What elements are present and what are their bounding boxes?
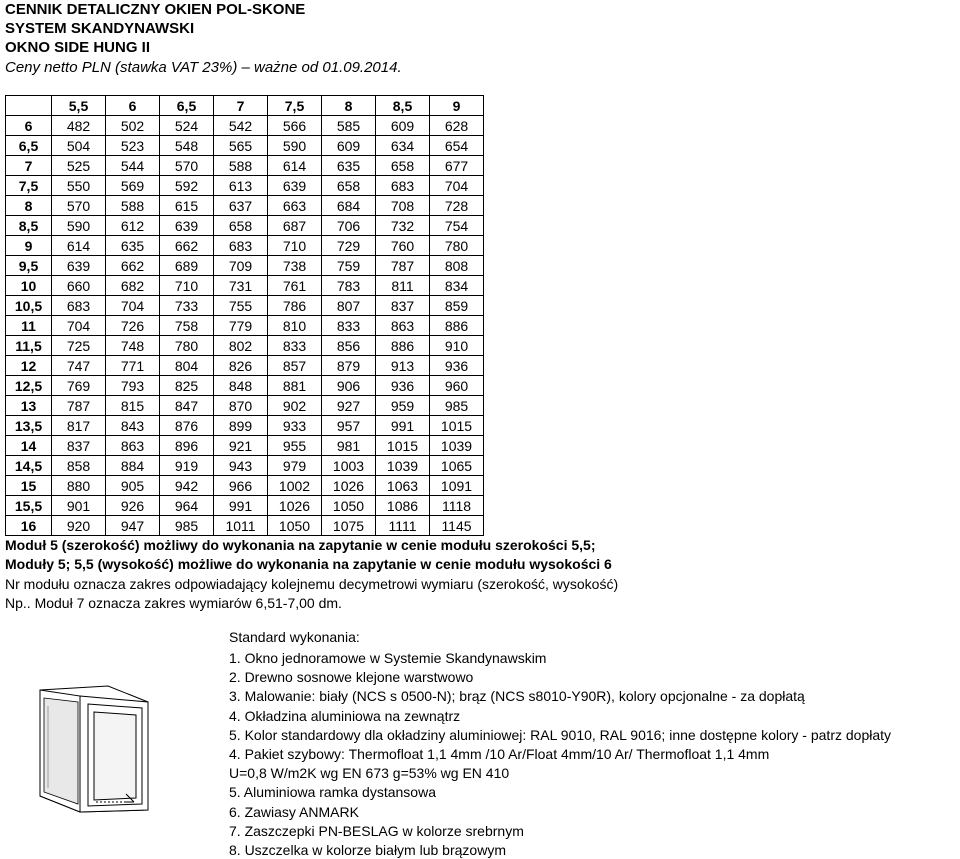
price-cell: 615	[160, 196, 214, 216]
spec-item: 7. Zaszczepki PN-BESLAG w kolorze srebrnym	[229, 823, 524, 839]
price-cell: 926	[106, 496, 160, 516]
price-cell: 710	[160, 276, 214, 296]
note-width-module: Moduł 5 (szerokość) możliwy do wykonania na zapytanie w cenie modułu szerokości 5,5;	[5, 537, 596, 553]
row-header: 14	[6, 436, 52, 456]
price-cell: 663	[268, 196, 322, 216]
price-cell: 504	[52, 136, 106, 156]
price-cell: 523	[106, 136, 160, 156]
price-cell: 524	[160, 116, 214, 136]
column-header: 9	[430, 96, 484, 116]
price-cell: 725	[52, 336, 106, 356]
price-cell: 708	[376, 196, 430, 216]
price-cell: 786	[268, 296, 322, 316]
price-cell: 614	[268, 156, 322, 176]
column-header: 6,5	[160, 96, 214, 116]
price-cell: 613	[214, 176, 268, 196]
table-row	[6, 396, 484, 416]
price-cell: 1118	[430, 496, 484, 516]
price-cell: 859	[430, 296, 484, 316]
row-header: 13	[6, 396, 52, 416]
price-cell: 1039	[376, 456, 430, 476]
table-row	[6, 436, 484, 456]
price-cell: 879	[322, 356, 376, 376]
row-header: 7	[6, 156, 52, 176]
price-cell: 942	[160, 476, 214, 496]
price-cell: 807	[322, 296, 376, 316]
price-cell: 565	[214, 136, 268, 156]
table-row	[6, 296, 484, 316]
column-header: 6	[106, 96, 160, 116]
price-cell: 635	[106, 236, 160, 256]
table-row	[6, 116, 484, 136]
row-header: 10	[6, 276, 52, 296]
price-cell: 921	[214, 436, 268, 456]
table-row	[6, 256, 484, 276]
row-header: 14,5	[6, 456, 52, 476]
price-cell: 876	[160, 416, 214, 436]
spec-item: 6. Zawiasy ANMARK	[229, 804, 359, 820]
price-cell: 758	[160, 316, 214, 336]
price-cell: 677	[430, 156, 484, 176]
price-cell: 1086	[376, 496, 430, 516]
price-cell: 863	[106, 436, 160, 456]
price-cell: 783	[322, 276, 376, 296]
table-row	[6, 196, 484, 216]
price-cell: 590	[52, 216, 106, 236]
price-cell: 755	[214, 296, 268, 316]
price-cell: 1011	[214, 516, 268, 536]
spec-item: U=0,8 W/m2K wg EN 673 g=53% wg EN 410	[229, 765, 510, 781]
price-cell: 991	[214, 496, 268, 516]
price-cell: 759	[322, 256, 376, 276]
table-row	[6, 236, 484, 256]
price-cell: 780	[160, 336, 214, 356]
price-cell: 1015	[430, 416, 484, 436]
price-cell: 959	[376, 396, 430, 416]
price-cell: 985	[430, 396, 484, 416]
price-cell: 704	[430, 176, 484, 196]
note-height-module: Moduły 5; 5,5 (wysokość) możliwe do wykonania na zapytanie w cenie modułu wysokości 6	[5, 556, 612, 572]
spec-title: Standard wykonania:	[229, 629, 360, 645]
spec-item: 5. Kolor standardowy dla okładziny aluminiowej: RAL 9010, RAL 9016; inne dostępne kolory - patrz dopłaty	[229, 727, 892, 743]
price-cell: 637	[214, 196, 268, 216]
price-cell: 687	[268, 216, 322, 236]
table-row	[6, 376, 484, 396]
window-type: OKNO SIDE HUNG II	[5, 39, 151, 56]
price-cell: 590	[268, 136, 322, 156]
price-cell: 1075	[322, 516, 376, 536]
price-cell: 684	[322, 196, 376, 216]
table-row	[6, 136, 484, 156]
table-row	[6, 496, 484, 516]
price-cell: 592	[160, 176, 214, 196]
price-cell: 1050	[322, 496, 376, 516]
spec-item: 4. Pakiet szybowy: Thermofloat 1,1 4mm /10 Ar/Float 4mm/10 Ar/ Thermofloat 1,1 4mm	[229, 746, 770, 762]
note-module-example: Np.. Moduł 7 oznacza zakres wymiarów 6,51-7,00 dm.	[5, 595, 342, 611]
table-row	[6, 476, 484, 496]
price-cell: 639	[160, 216, 214, 236]
price-cell: 726	[106, 316, 160, 336]
price-cell: 689	[160, 256, 214, 276]
column-header: 5,5	[52, 96, 106, 116]
row-header: 9	[6, 236, 52, 256]
price-cell: 1091	[430, 476, 484, 496]
price-cell: 787	[376, 256, 430, 276]
price-cell: 614	[52, 236, 106, 256]
price-cell: 628	[430, 116, 484, 136]
spec-item: 1. Okno jednoramowe w Systemie Skandynawskim	[229, 650, 547, 666]
price-cell: 771	[106, 356, 160, 376]
column-header: 8	[322, 96, 376, 116]
price-cell: 833	[268, 336, 322, 356]
price-cell: 1063	[376, 476, 430, 496]
price-cell: 902	[268, 396, 322, 416]
price-cell: 683	[52, 296, 106, 316]
price-cell: 1026	[268, 496, 322, 516]
window-frame-icon	[38, 684, 150, 814]
price-cell: 919	[160, 456, 214, 476]
price-cell: 639	[268, 176, 322, 196]
price-cell: 588	[106, 196, 160, 216]
price-cell: 1015	[376, 436, 430, 456]
price-cell: 826	[214, 356, 268, 376]
price-cell: 588	[214, 156, 268, 176]
table-row	[6, 176, 484, 196]
price-cell: 634	[376, 136, 430, 156]
price-cell: 957	[322, 416, 376, 436]
price-cell: 525	[52, 156, 106, 176]
price-cell: 833	[322, 316, 376, 336]
price-cell: 683	[376, 176, 430, 196]
price-cell: 815	[106, 396, 160, 416]
price-cell: 886	[376, 336, 430, 356]
price-cell: 570	[160, 156, 214, 176]
price-cell: 731	[214, 276, 268, 296]
price-cell: 569	[106, 176, 160, 196]
price-cell: 760	[376, 236, 430, 256]
spec-item: 3. Malowanie: biały (NCS s 0500-N); brąz (NCS s8010-Y90R), kolory opcjonalne - za dopłatą	[229, 688, 805, 704]
price-cell: 920	[52, 516, 106, 536]
column-header: 7	[214, 96, 268, 116]
price-cell: 761	[268, 276, 322, 296]
price-cell: 654	[430, 136, 484, 156]
price-cell: 787	[52, 396, 106, 416]
spec-item: 5. Aluminiowa ramka dystansowa	[229, 784, 436, 800]
price-cell: 710	[268, 236, 322, 256]
price-cell: 927	[322, 396, 376, 416]
row-header: 11,5	[6, 336, 52, 356]
price-cell: 884	[106, 456, 160, 476]
price-cell: 769	[52, 376, 106, 396]
table-row	[6, 216, 484, 236]
price-cell: 738	[268, 256, 322, 276]
price-cell: 857	[268, 356, 322, 376]
price-cell: 964	[160, 496, 214, 516]
price-cell: 658	[214, 216, 268, 236]
table-row	[6, 336, 484, 356]
row-header: 12,5	[6, 376, 52, 396]
price-cell: 706	[322, 216, 376, 236]
price-cell: 682	[106, 276, 160, 296]
price-cell: 502	[106, 116, 160, 136]
price-cell: 985	[160, 516, 214, 536]
price-cell: 1050	[268, 516, 322, 536]
row-header: 7,5	[6, 176, 52, 196]
spec-item: 2. Drewno sosnowe klejone warstwowo	[229, 669, 474, 685]
price-cell: 896	[160, 436, 214, 456]
price-cell: 733	[160, 296, 214, 316]
price-cell: 728	[430, 196, 484, 216]
table-header-row	[6, 96, 484, 116]
price-cell: 955	[268, 436, 322, 456]
price-cell: 817	[52, 416, 106, 436]
price-cell: 843	[106, 416, 160, 436]
price-cell: 870	[214, 396, 268, 416]
row-header: 13,5	[6, 416, 52, 436]
price-cell: 966	[214, 476, 268, 496]
table-row	[6, 276, 484, 296]
price-cell: 1003	[322, 456, 376, 476]
price-cell: 793	[106, 376, 160, 396]
price-cell: 1065	[430, 456, 484, 476]
document-title: CENNIK DETALICZNY OKIEN POL-SKONE	[5, 1, 306, 18]
row-header: 8	[6, 196, 52, 216]
price-cell: 570	[52, 196, 106, 216]
row-header: 9,5	[6, 256, 52, 276]
price-cell: 660	[52, 276, 106, 296]
price-cell: 825	[160, 376, 214, 396]
price-cell: 910	[430, 336, 484, 356]
price-cell: 848	[214, 376, 268, 396]
price-cell: 804	[160, 356, 214, 376]
price-cell: 1111	[376, 516, 430, 536]
price-cell: 609	[322, 136, 376, 156]
price-cell: 943	[214, 456, 268, 476]
price-cell: 635	[322, 156, 376, 176]
price-cell: 991	[376, 416, 430, 436]
price-cell: 880	[52, 476, 106, 496]
price-cell: 810	[268, 316, 322, 336]
price-cell: 863	[376, 316, 430, 336]
spec-item: 4. Okładzina aluminiowa na zewnątrz	[229, 708, 461, 724]
price-cell: 901	[52, 496, 106, 516]
price-cell: 550	[52, 176, 106, 196]
price-cell: 780	[430, 236, 484, 256]
price-cell: 1039	[430, 436, 484, 456]
price-cell: 542	[214, 116, 268, 136]
row-header: 8,5	[6, 216, 52, 236]
price-cell: 858	[52, 456, 106, 476]
row-header: 16	[6, 516, 52, 536]
price-cell: 899	[214, 416, 268, 436]
price-table	[5, 95, 484, 536]
price-cell: 906	[322, 376, 376, 396]
row-header: 12	[6, 356, 52, 376]
table-row	[6, 156, 484, 176]
row-header: 15	[6, 476, 52, 496]
price-cell: 834	[430, 276, 484, 296]
column-header: 7,5	[268, 96, 322, 116]
row-header: 6,5	[6, 136, 52, 156]
price-cell: 729	[322, 236, 376, 256]
price-cell: 704	[106, 296, 160, 316]
price-cell: 544	[106, 156, 160, 176]
price-cell: 981	[322, 436, 376, 456]
price-cell: 704	[52, 316, 106, 336]
price-cell: 837	[376, 296, 430, 316]
table-row	[6, 416, 484, 436]
table-row	[6, 456, 484, 476]
price-cell: 936	[376, 376, 430, 396]
price-cell: 1002	[268, 476, 322, 496]
table-row	[6, 356, 484, 376]
system-name: SYSTEM SKANDYNAWSKI	[5, 20, 195, 37]
column-header: 8,5	[376, 96, 430, 116]
spec-item: 8. Uszczelka w kolorze białym lub brązowym	[229, 842, 506, 858]
price-cell: 933	[268, 416, 322, 436]
price-cell: 808	[430, 256, 484, 276]
price-cell: 658	[376, 156, 430, 176]
price-cell: 683	[214, 236, 268, 256]
price-cell: 662	[106, 256, 160, 276]
price-validity-note: Ceny netto PLN (stawka VAT 23%) – ważne od 01.09.2014.	[5, 59, 402, 76]
price-cell: 905	[106, 476, 160, 496]
price-cell: 886	[430, 316, 484, 336]
price-cell: 837	[52, 436, 106, 456]
price-cell: 548	[160, 136, 214, 156]
price-cell: 732	[376, 216, 430, 236]
price-cell: 779	[214, 316, 268, 336]
price-cell: 482	[52, 116, 106, 136]
row-header: 15,5	[6, 496, 52, 516]
price-cell: 913	[376, 356, 430, 376]
price-cell: 847	[160, 396, 214, 416]
price-cell: 1026	[322, 476, 376, 496]
table-row	[6, 316, 484, 336]
price-cell: 979	[268, 456, 322, 476]
price-cell: 947	[106, 516, 160, 536]
price-cell: 747	[52, 356, 106, 376]
price-cell: 709	[214, 256, 268, 276]
price-cell: 856	[322, 336, 376, 356]
note-module-meaning: Nr modułu oznacza zakres odpowiadający kolejnemu decymetrowi wymiaru (szerokość, wysokość)	[5, 576, 619, 592]
price-cell: 585	[322, 116, 376, 136]
row-header: 10,5	[6, 296, 52, 316]
price-cell: 662	[160, 236, 214, 256]
price-cell: 748	[106, 336, 160, 356]
price-cell: 802	[214, 336, 268, 356]
table-corner-cell	[6, 96, 52, 116]
price-cell: 811	[376, 276, 430, 296]
price-cell: 566	[268, 116, 322, 136]
price-cell: 936	[430, 356, 484, 376]
price-cell: 1145	[430, 516, 484, 536]
row-header: 11	[6, 316, 52, 336]
price-cell: 754	[430, 216, 484, 236]
price-cell: 612	[106, 216, 160, 236]
price-cell: 881	[268, 376, 322, 396]
table-row	[6, 516, 484, 536]
price-cell: 960	[430, 376, 484, 396]
price-cell: 609	[376, 116, 430, 136]
price-cell: 639	[52, 256, 106, 276]
price-cell: 658	[322, 176, 376, 196]
row-header: 6	[6, 116, 52, 136]
